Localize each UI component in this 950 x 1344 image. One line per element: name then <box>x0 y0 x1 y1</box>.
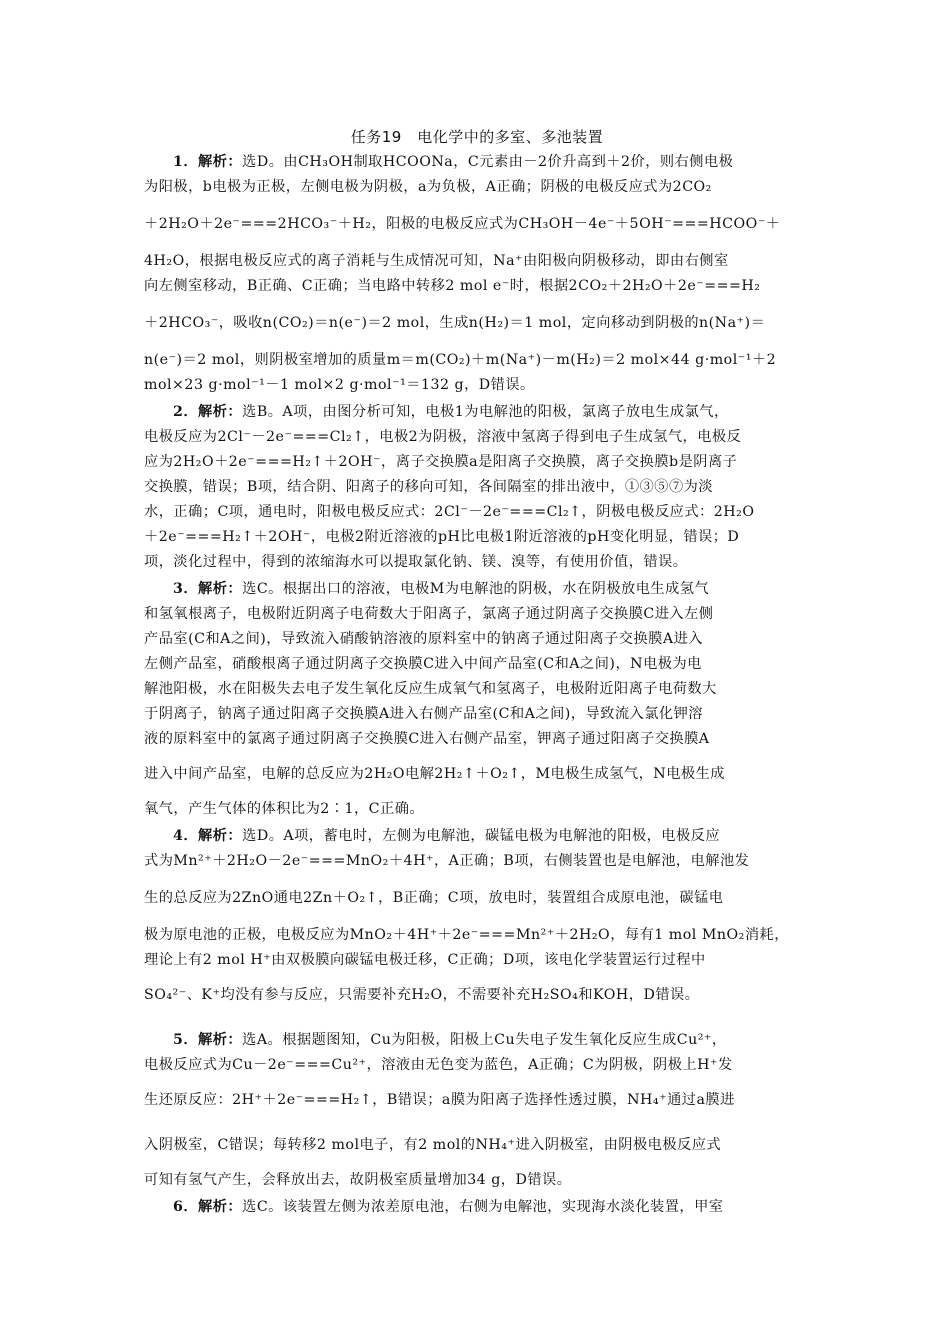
paragraph-line: 为阳极，b电极为正极，左侧电极为阴极，a为负极，A正确；阴极的电极反应式为2CO₂ <box>144 179 712 195</box>
paragraph-line: 电极反应式为Cu－2e⁻===Cu²⁺，溶液由无色变为蓝色，A正确；C为阴极，阴极上H⁺发 <box>144 1057 733 1073</box>
answer-paragraph-1 <box>144 150 810 398</box>
paragraph-line: 2．解析：选B。A项，由图分析可知，电极1为电解池的阳极，氯离子放电生成氯气， <box>173 404 729 420</box>
paragraph-line: mol×23 g·mol⁻¹－1 mol×2 g·mol⁻¹＝132 g，D错误。 <box>144 377 535 393</box>
paragraph-line: 液的原料室中的氯离子通过阴离子交换膜C进入右侧产品室，钾离子通过阳离子交换膜A <box>144 731 710 747</box>
paragraph-line: 入阴极室，C错误；每转移2 mol电子，有2 mol的NH₄⁺进入阴极室，由阴极电极反应式 <box>144 1137 722 1153</box>
paragraph-line: 可知有氢气产生，会释放出去，故阴极室质量增加34 g，D错误。 <box>144 1172 572 1188</box>
answer-paragraph-3 <box>144 577 810 822</box>
paragraph-line: 式为Mn²⁺＋2H₂O－2e⁻===MnO₂＋4H⁺，A正确；B项，右侧装置也是电解池，电解池发 <box>144 853 750 869</box>
paragraph-line: 3．解析：选C。根据出口的溶液，电极M为电解池的阴极，水在阴极放电生成氢气 <box>173 581 710 597</box>
paragraph-line: n(e⁻)＝2 mol，则阴极室增加的质量m＝m(CO₂)＋m(Na⁺)－m(H₂)＝2 mol×44 g·mol⁻¹＋2 <box>144 352 777 368</box>
paragraph-line: 1．解析：选D。由CH₃OH制取HCOONa，C元素由－2价升高到＋2价，则右侧电极 <box>173 154 734 170</box>
paragraph-line: ＋2HCO₃⁻，吸收n(CO₂)＝n(e⁻)＝2 mol，生成n(H₂)＝1 mol，定向移动到阴极的n(Na⁺)＝ <box>144 315 766 331</box>
paragraph-line: 5．解析：选A。根据题图知，Cu为阳极，阳极上Cu失电子发生氧化反应生成Cu²⁺， <box>173 1032 727 1048</box>
paragraph-line: ＋2H₂O＋2e⁻===2HCO₃⁻＋H₂，阳极的电极反应式为CH₃OH－4e⁻＋5OH⁻===HCOO⁻＋ <box>144 216 781 232</box>
paragraph-line: 向左侧室移动，B正确、C正确；当电路中转移2 mol e⁻时，根据2CO₂＋2H₂O＋2e⁻===H₂ <box>144 278 761 294</box>
paragraph-line: 水，正确；C项，通电时，阳极电极反应式：2Cl⁻－2e⁻===Cl₂↑，阴极电极反应式：2H₂O <box>144 504 755 520</box>
paragraph-line: 解池阳极，水在阳极失去电子发生氧化反应生成氧气和氢离子，电极附近阳离子电荷数大 <box>144 681 717 697</box>
answer-paragraph-2 <box>144 400 810 575</box>
paragraph-line: 左侧产品室，硝酸根离子通过阴离子交换膜C进入中间产品室(C和A之间)，N电极为电 <box>144 656 702 672</box>
paragraph-line: 生的总反应为2ZnO通电2Zn＋O₂↑，B正确；C项，放电时，装置组合成原电池，碳锰电 <box>144 890 724 906</box>
paragraph-line: 6．解析：选C。该装置左侧为浓差原电池，右侧为电解池，实现海水淡化装置，甲室 <box>173 1199 724 1215</box>
paragraph-line: 生还原反应：2H⁺＋2e⁻===H₂↑，B错误；a膜为阳离子选择性透过膜，NH₄⁺通过a膜进 <box>144 1092 735 1108</box>
paragraph-line: 进入中间产品室，电解的总反应为2H₂O电解2H₂↑＋O₂↑，M电极生成氢气，N电极生成 <box>144 766 725 782</box>
question-number: 3．解析： <box>173 581 243 597</box>
paragraph-line: 交换膜，错误；B项，结合阴、阳离子的移向可知，各间隔室的排出液中，①③⑤⑦为淡 <box>144 479 714 495</box>
paragraph-line: SO₄²⁻、K⁺均没有参与反应，只需要补充H₂O，不需要补充H₂SO₄和KOH，D错误。 <box>144 987 700 1003</box>
question-number: 6．解析： <box>173 1199 243 1215</box>
paragraph-line: 产品室(C和A之间)，导致流入硝酸钠溶液的原料室中的钠离子通过阳离子交换膜A进入 <box>144 631 703 647</box>
paragraph-line: 4H₂O，根据电极反应式的离子消耗与生成情况可知，Na⁺由阳极向阴极移动，即由右侧室 <box>144 253 729 269</box>
page-title: 任务19 电化学中的多室、多池装置 <box>350 128 604 146</box>
answer-paragraph-5 <box>144 1028 810 1193</box>
paragraph-line: 4．解析：选D。A项，蓄电时，左侧为电解池，碳锰电极为电解池的阳极，电极反应 <box>173 828 721 844</box>
paragraph-line: 氧气，产生气体的体积比为2∶1，C正确。 <box>144 801 425 817</box>
answer-paragraph-6 <box>144 1195 810 1220</box>
answer-page <box>144 124 810 1222</box>
paragraph-line: ＋2e⁻===H₂↑＋2OH⁻，电极2附近溶液的pH比电极1附近溶液的pH变化明显，错误；D <box>144 529 740 545</box>
paragraph-line: 电极反应为2Cl⁻－2e⁻===Cl₂↑，电极2为阴极，溶液中氢离子得到电子生成氢气，电极反 <box>144 429 742 445</box>
question-number: 5．解析： <box>173 1032 243 1048</box>
paragraph-line: 和氢氧根离子，电极附近阴离子电荷数大于阳离子，氯离子通过阴离子交换膜C进入左侧 <box>144 606 714 622</box>
paragraph-line: 项，淡化过程中，得到的浓缩海水可以提取氯化钠、镁、溴等，有使用价值，错误。 <box>144 554 688 570</box>
paragraph-line: 极为原电池的正极，电极反应为MnO₂＋4H⁺＋2e⁻===Mn²⁺＋2H₂O，每有1 mol MnO₂消耗， <box>144 927 789 943</box>
paragraph-line: 理论上有2 mol H⁺由双极膜向碳锰电极迁移，C正确；D项，该电化学装置运行过程中 <box>144 952 706 968</box>
paragraph-line: 于阴离子，钠离子通过阳离子交换膜A进入右侧产品室(C和A之间)，导致流入氯化钾溶 <box>144 706 703 722</box>
answer-paragraph-4 <box>144 824 810 1018</box>
question-number: 2．解析： <box>173 404 243 420</box>
question-number: 4．解析： <box>173 828 243 844</box>
question-number: 1．解析： <box>173 154 243 170</box>
paragraph-line: 应为2H₂O＋2e⁻===H₂↑＋2OH⁻，离子交换膜a是阳离子交换膜，离子交换膜b是阴离子 <box>144 454 738 470</box>
